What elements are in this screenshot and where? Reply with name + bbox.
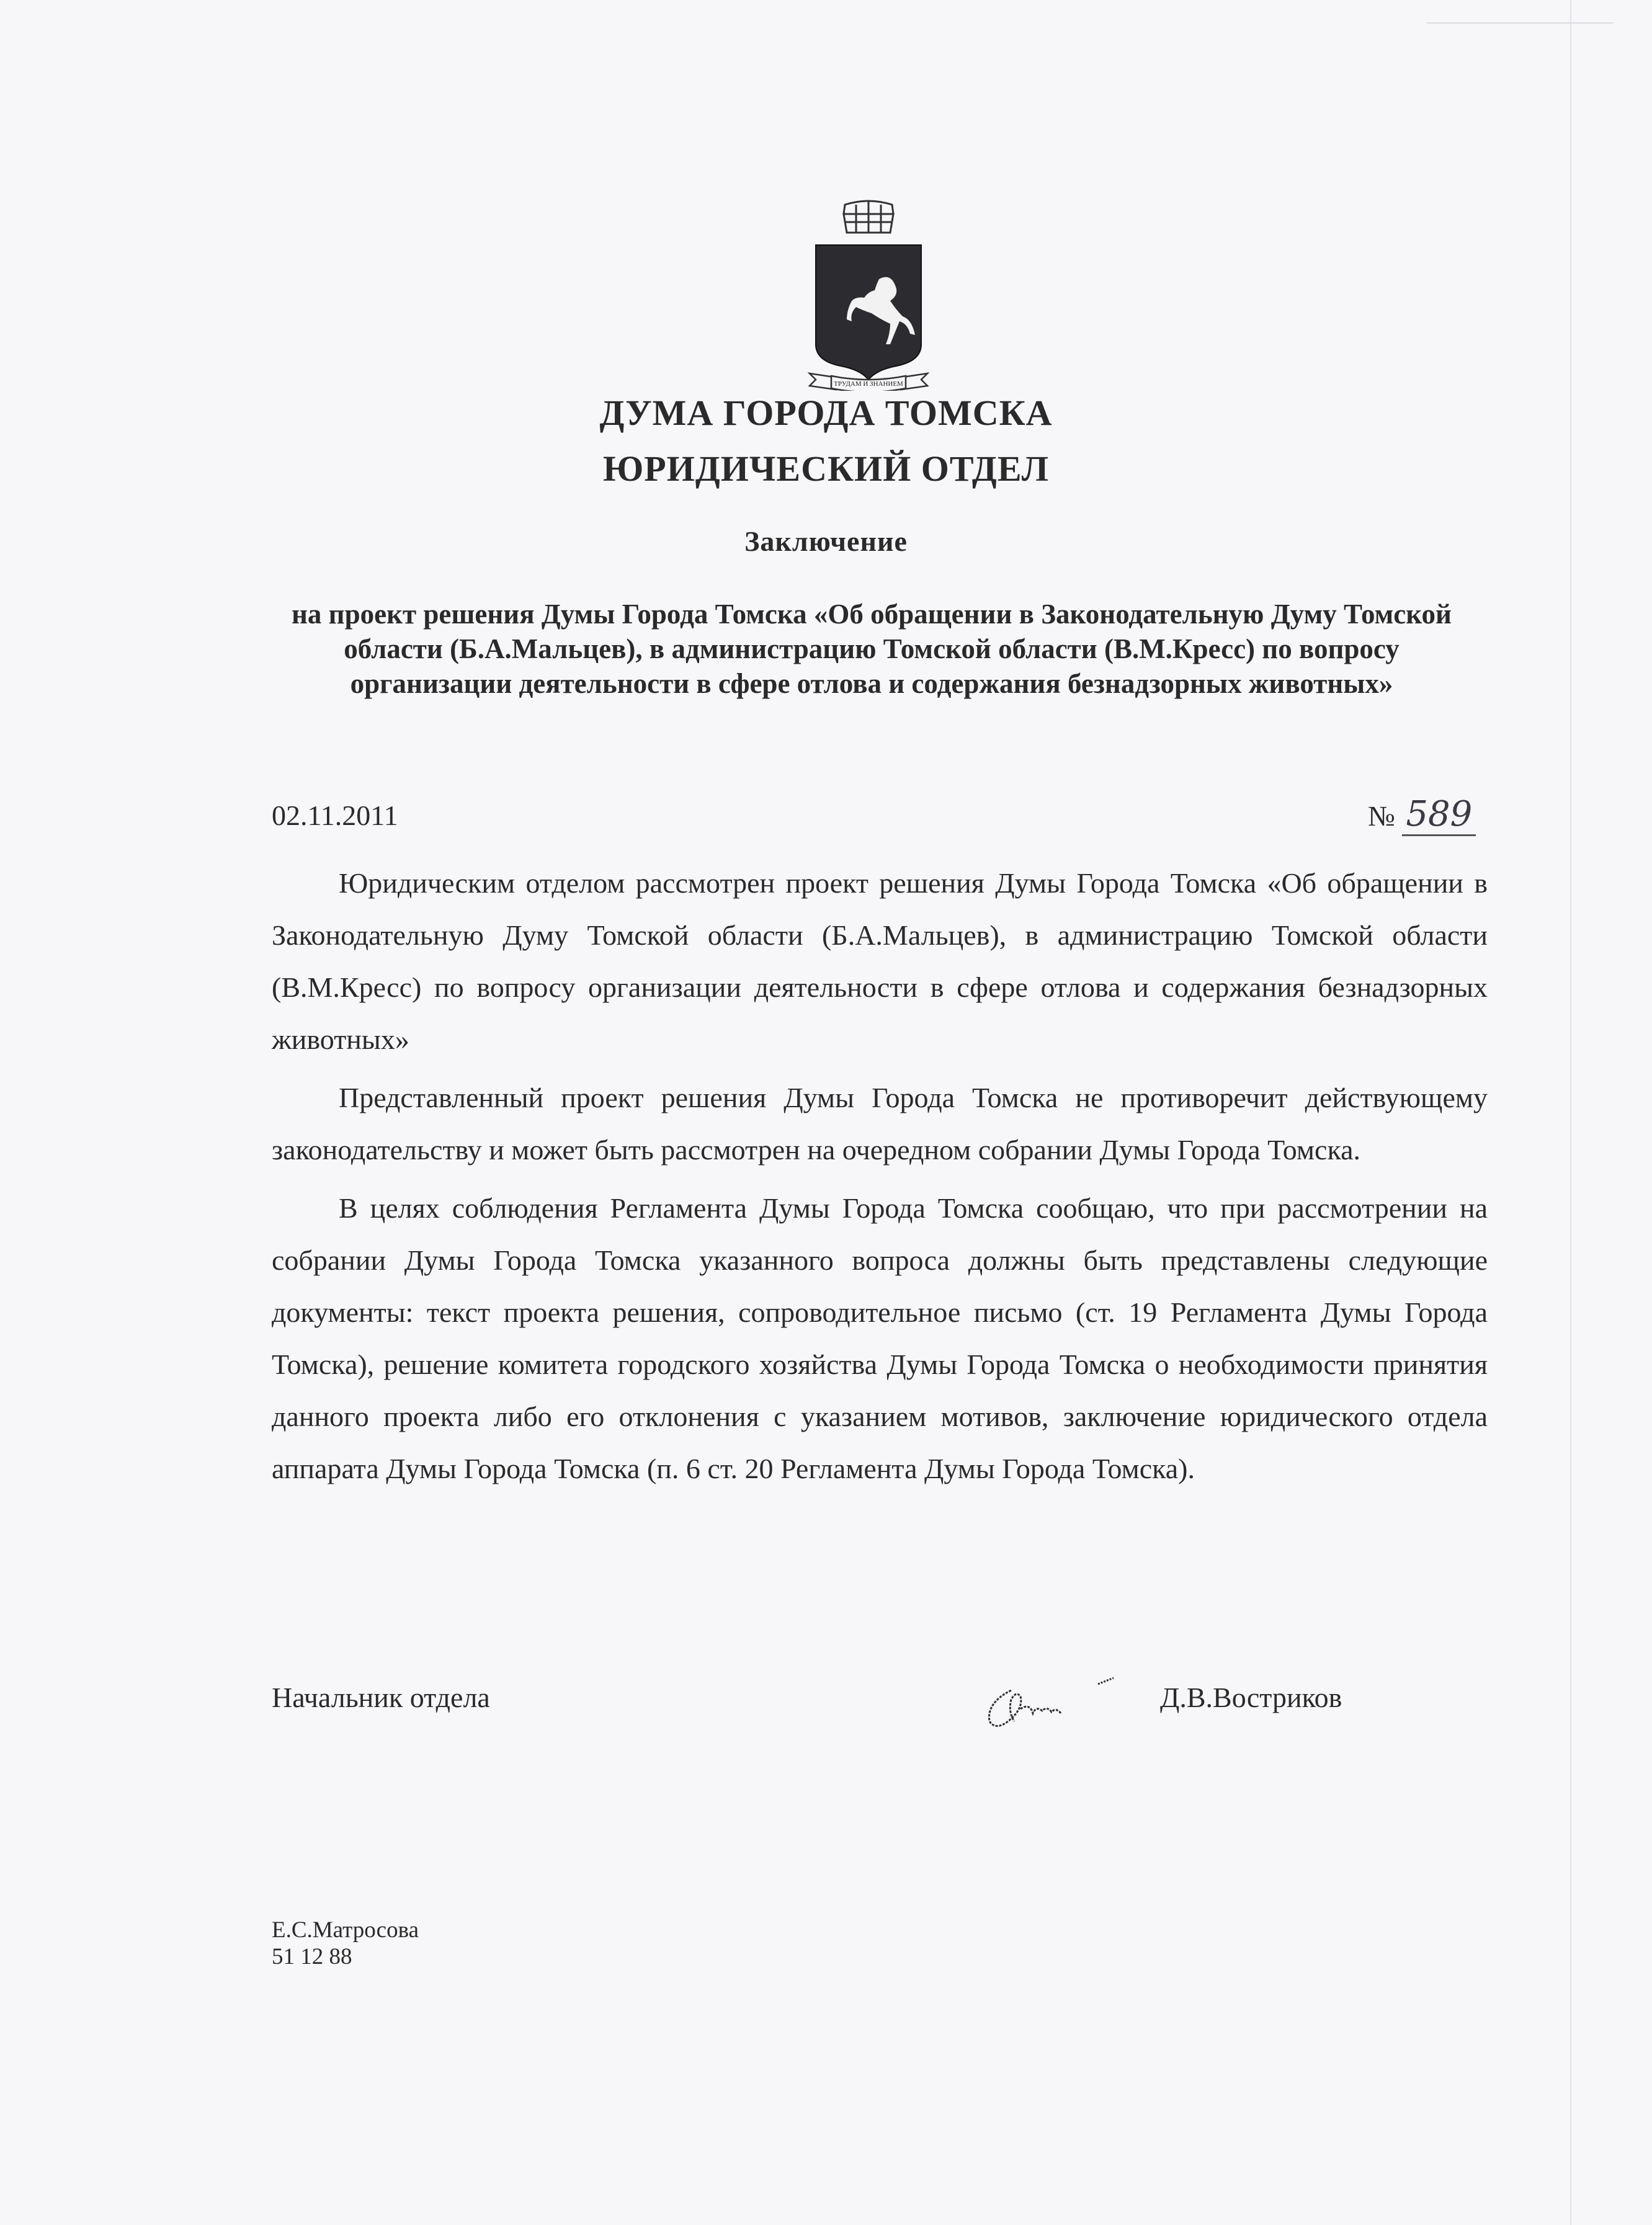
- organization-name: ДУМА ГОРОДА ТОМСКА: [599, 393, 1053, 433]
- document-number: [1368, 794, 1476, 834]
- handwritten-number: 589: [1402, 794, 1476, 836]
- department-name: ЮРИДИЧЕСКИЙ ОТДЕЛ: [603, 448, 1049, 489]
- executor-phone: 51 12 88: [272, 1944, 352, 1969]
- scan-edge-line: [1427, 22, 1613, 24]
- body-paragraph: В целях соблюдения Регламента Думы Города Томска сообщаю, что при рассмотрении на собрании Думы Города Томска указанного вопроса должны быть представлены следующие документы: текст проекта решения, сопроводительное письмо (ст. 19 Регламента Думы Города Томска), решение комитета городского хозяйства Думы Города Томска о необходимости принятия данного проекта либо его отклонения с указанием мотивов, заключение юридического отдела аппарата Думы Города Томска (п. 6 ст. 20 Регламента Думы Города Томска).: [272, 1192, 1488, 1484]
- executor-name: Е.С.Матросова: [272, 1917, 419, 1943]
- handwritten-signature-icon: [974, 1669, 1135, 1737]
- body-paragraph: Представленный проект решения Думы Города Томска не противоречит действующему законодательству и может быть рассмотрен на очередном собрании Думы Города Томска.: [272, 1082, 1488, 1166]
- document-body: [272, 857, 1488, 1495]
- document-type: Заключение: [744, 525, 908, 557]
- number-label: №: [1368, 800, 1395, 832]
- scan-edge-line: [1570, 0, 1571, 2225]
- tomsk-coat-of-arms-icon: [797, 186, 940, 391]
- mural-crown-icon: [844, 201, 893, 233]
- document-date: 02.11.2011: [272, 800, 398, 831]
- document-subject: на проект решения Думы Города Томска «Об обращении в Законодательную Думу Томской области (Б.А.Мальцев), в администрацию Томской области (В.М.Кресс) по вопросу организации деятельности в сфере отлова и содержания безнадзорных животных»: [291, 599, 1452, 699]
- body-paragraph: Юридическим отделом рассмотрен проект решения Думы Города Томска «Об обращении в Законодательную Думу Томской области (Б.А.Мальцев), в администрацию Томской области (В.М.Кресс) по вопросу организации деятельности в сфере отлова и содержания безнадзорных животных»: [272, 867, 1488, 1055]
- motto-text: ТРУДАМ И ЗНАНИЕМ: [834, 380, 903, 388]
- signer-title: Начальник отдела: [272, 1682, 490, 1713]
- shield-icon: [816, 245, 921, 380]
- signer-name: Д.В.Востриков: [1160, 1682, 1342, 1713]
